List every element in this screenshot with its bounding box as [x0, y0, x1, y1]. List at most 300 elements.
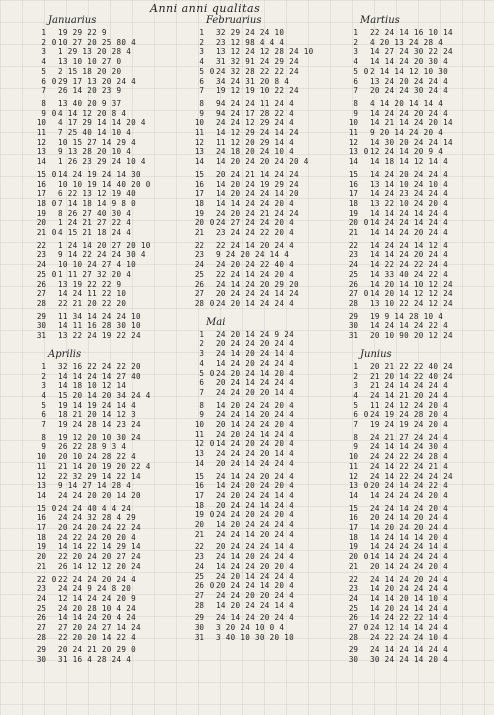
row-values: 24 14 20 24 24 4 — [216, 552, 294, 562]
row-values: 14 24 24 14 12 4 — [370, 240, 448, 250]
table-row — [28, 442, 178, 452]
table-row — [340, 180, 490, 190]
row-values: 24 24 12 29 24 4 — [216, 118, 294, 128]
row-values: 14 24 20 24 20 4 — [216, 439, 294, 449]
day-number: 18 — [36, 198, 46, 208]
table-row — [28, 481, 178, 491]
month-title: Junius — [360, 348, 392, 360]
table-row — [340, 260, 490, 270]
row-values: 32 29 24 24 10 — [216, 28, 285, 37]
table-row — [28, 491, 178, 501]
row-values: 24 24 40 4 4 24 — [58, 503, 132, 513]
day-number: 16 — [36, 513, 46, 523]
table-row — [340, 331, 490, 341]
day-number: 29 — [348, 311, 358, 321]
table-row — [340, 645, 490, 655]
table-row — [186, 472, 336, 482]
table-row — [186, 520, 336, 530]
row-values: 20 24 24 20 24 4 — [216, 339, 294, 349]
table-row — [186, 260, 336, 270]
day-number: 26 — [348, 279, 358, 289]
day-number: 10 — [348, 118, 358, 128]
row-values: 24 20 14 24 24 4 — [216, 298, 294, 308]
table-row — [28, 633, 178, 643]
table-row — [186, 128, 336, 138]
table-row — [186, 209, 336, 219]
day-number: 5 — [199, 368, 204, 378]
day-number: 25 — [348, 603, 358, 613]
day-number: 15 — [36, 169, 46, 179]
row-values: 21 20 14 22 40 24 — [370, 371, 453, 381]
table-row — [28, 372, 178, 382]
day-number: 13 — [36, 481, 46, 491]
day-number: 17 — [348, 523, 358, 533]
day-number: 16 — [348, 513, 358, 523]
table-row — [186, 410, 336, 420]
table-row — [186, 349, 336, 359]
table-row — [28, 77, 178, 87]
table-row — [186, 562, 336, 572]
table-row — [186, 501, 336, 511]
row-values: 2 15 18 20 20 — [58, 66, 122, 76]
day-number: 10 — [36, 118, 46, 128]
table-row — [28, 128, 178, 138]
day-number: 11 — [194, 429, 204, 439]
table-row — [28, 362, 178, 372]
day-number: 9 — [199, 410, 204, 420]
table-row — [28, 623, 178, 633]
day-number: 15 — [348, 169, 358, 179]
row-values: 14 24 24 24 20 4 — [370, 490, 448, 500]
day-number: 30 — [348, 655, 358, 665]
day-number: 11 — [194, 128, 204, 138]
table-row — [186, 138, 336, 148]
table-row — [28, 312, 178, 322]
day-number: 31 — [36, 331, 46, 341]
day-number: 6 — [199, 76, 204, 86]
day-number: 8 — [199, 400, 204, 410]
mark: 0 — [51, 76, 57, 86]
day-number: 18 — [194, 500, 204, 510]
day-number: 23 — [36, 250, 46, 260]
table-row — [340, 655, 490, 665]
month-title: Februarius — [206, 15, 262, 26]
row-values: 14 20 24 19 29 24 — [216, 179, 299, 189]
row-values: 8 26 27 40 30 4 — [58, 208, 132, 218]
table-row — [340, 575, 490, 585]
table-row — [28, 523, 178, 533]
row-values: 9 20 14 24 20 4 — [370, 128, 444, 138]
day-number: 15 — [36, 503, 46, 513]
row-values: 14 24 23 24 24 4 — [370, 189, 448, 199]
mark: 0 — [363, 623, 369, 633]
row-values: 12 14 24 24 20 9 — [58, 593, 136, 603]
table-row — [186, 510, 336, 520]
row-values: 14 14 24 24 24 4 — [370, 552, 448, 562]
day-number: 4 — [41, 390, 46, 400]
table-row — [28, 199, 178, 209]
table-row — [186, 157, 336, 167]
day-number: 28 — [194, 600, 204, 610]
day-number: 24 — [348, 593, 358, 603]
row-values: 24 27 24 24 20 4 — [216, 218, 294, 228]
table-row — [340, 199, 490, 209]
row-values: 13 10 22 24 12 24 — [370, 298, 453, 308]
day-number: 28 — [348, 298, 358, 308]
day-number: 7 — [41, 420, 46, 430]
row-values: 20 24 24 24 14 24 — [216, 289, 299, 299]
day-number: 20 — [36, 218, 46, 228]
day-number: 2 — [199, 339, 204, 349]
table-row — [186, 147, 336, 157]
table-row — [186, 439, 336, 449]
day-number: 16 — [194, 481, 204, 491]
row-values: 14 24 11 22 10 — [58, 289, 127, 299]
day-number: 8 — [199, 98, 204, 108]
day-number: 1 — [199, 329, 204, 339]
row-values: 24 24 14 24 20 4 — [370, 503, 448, 513]
row-values: 4 15 21 18 24 4 — [58, 228, 132, 238]
row-values: 24 14 24 20 24 4 — [370, 574, 448, 584]
row-values: 24 20 14 24 9 24 — [216, 329, 294, 339]
day-number: 5 — [41, 400, 46, 410]
row-values: 14 14 24 14 27 40 — [58, 371, 141, 381]
day-number: 2 — [41, 37, 46, 47]
table-row — [340, 613, 490, 623]
row-values: 24 14 21 20 24 4 — [370, 390, 448, 400]
day-number: 4 — [41, 57, 46, 67]
table-row — [186, 67, 336, 77]
table-row — [28, 147, 178, 157]
table-row — [340, 289, 490, 299]
row-values: 23 12 98 4 4 4 — [216, 37, 285, 47]
day-number: 1 — [41, 28, 46, 37]
day-number: 5 — [41, 66, 46, 76]
mark: 0 — [363, 289, 369, 299]
day-number: 23 — [348, 584, 358, 594]
table-row — [340, 533, 490, 543]
table-row — [340, 241, 490, 251]
row-values: 20 14 24 24 20 4 — [370, 561, 448, 571]
day-number: 21 — [36, 228, 46, 238]
row-values: 14 14 20 14 10 4 — [370, 593, 448, 603]
day-number: 13 — [36, 147, 46, 157]
column-3 — [340, 14, 490, 665]
day-number: 4 — [353, 390, 358, 400]
row-values: 14 30 20 24 24 14 — [370, 137, 453, 147]
day-number: 11 — [36, 128, 46, 138]
table-row — [340, 57, 490, 67]
row-values: 13 40 20 9 37 — [58, 98, 122, 108]
table-row — [28, 241, 178, 251]
table-row — [186, 378, 336, 388]
table-row — [28, 280, 178, 290]
day-number: 30 — [36, 321, 46, 331]
day-number: 31 — [194, 632, 204, 642]
day-number: 23 — [36, 584, 46, 594]
day-number: 22 — [194, 240, 204, 250]
day-number: 20 — [194, 218, 204, 228]
day-number: 19 — [36, 542, 46, 552]
row-values: 4 14 12 20 8 4 — [58, 108, 127, 118]
row-values: 21 14 20 19 20 22 4 — [58, 461, 151, 471]
table-row — [186, 581, 336, 591]
row-values: 19 29 22 9 — [58, 28, 107, 37]
row-values: 14 20 24 24 14 4 — [216, 600, 294, 610]
row-values: 22 24 14 20 24 4 — [216, 240, 294, 250]
table-row — [186, 228, 336, 238]
day-number: 1 — [353, 361, 358, 371]
day-number: 17 — [36, 189, 46, 199]
table-row — [28, 289, 178, 299]
table-row — [340, 86, 490, 96]
day-number: 24 — [194, 561, 204, 571]
row-values: 24 32 28 22 22 24 — [216, 66, 299, 76]
row-values: 20 24 14 24 24 4 — [216, 458, 294, 468]
table-row — [340, 362, 490, 372]
table-row — [28, 542, 178, 552]
table-row — [340, 420, 490, 430]
row-values: 1 26 23 29 24 10 4 — [58, 157, 146, 167]
table-row — [340, 410, 490, 420]
row-values: 14 22 24 22 24 4 — [370, 260, 448, 270]
table-row — [28, 452, 178, 462]
table-row — [28, 209, 178, 219]
row-values: 24 24 20 20 24 4 — [216, 590, 294, 600]
row-values: 20 24 14 20 24 4 — [370, 513, 448, 523]
table-row — [186, 86, 336, 96]
table-row — [28, 260, 178, 270]
row-values: 10 10 24 27 4 10 — [58, 260, 136, 270]
table-row — [340, 118, 490, 128]
day-number: 30 — [194, 623, 204, 633]
table-row — [340, 228, 490, 238]
row-values: 9 14 22 24 24 30 4 — [58, 250, 146, 260]
table-row — [186, 118, 336, 128]
mark: 0 — [51, 228, 57, 238]
day-number: 3 — [353, 381, 358, 391]
day-number: 22 — [36, 574, 46, 584]
table-row — [28, 472, 178, 482]
day-number: 26 — [194, 581, 204, 591]
day-number: 26 — [194, 279, 204, 289]
row-values: 24 14 14 24 30 4 — [370, 442, 448, 452]
day-number: 19 — [194, 510, 204, 520]
row-values: 24 22 24 20 20 4 — [58, 532, 136, 542]
row-values: 19 24 19 24 20 4 — [370, 420, 448, 430]
table-row — [340, 442, 490, 452]
day-number: 2 — [353, 371, 358, 381]
day-number: 17 — [194, 189, 204, 199]
row-values: 22 20 24 20 27 24 — [58, 552, 141, 562]
row-values: 24 24 14 20 24 4 — [216, 410, 294, 420]
row-values: 24 20 28 10 4 24 — [58, 603, 136, 613]
day-number: 12 — [348, 137, 358, 147]
row-values: 20 21 22 22 40 24 — [370, 361, 453, 371]
row-values: 14 18 10 12 14 — [58, 381, 127, 391]
day-number: 18 — [194, 198, 204, 208]
mark: 0 — [51, 108, 57, 118]
row-values: 14 20 24 20 24 4 — [370, 523, 448, 533]
day-number: 9 — [199, 108, 204, 118]
row-values: 4 20 13 24 28 4 — [370, 37, 444, 47]
day-number: 27 — [36, 623, 46, 633]
table-row — [340, 38, 490, 48]
table-row — [28, 613, 178, 623]
table-row — [340, 321, 490, 331]
row-values: 1 24 14 20 27 20 10 — [58, 240, 151, 250]
table-row — [28, 86, 178, 96]
row-values: 24 20 24 24 14 4 — [216, 490, 294, 500]
table-row — [186, 401, 336, 411]
row-values: 22 24 24 20 24 4 — [58, 574, 136, 584]
row-values: 24 24 14 20 24 4 — [216, 529, 294, 539]
row-values: 9 14 27 14 28 4 — [58, 481, 132, 491]
mark: 0 — [51, 269, 57, 279]
row-values: 19 12 19 10 22 24 — [216, 86, 299, 96]
row-values: 20 10 90 20 12 24 — [370, 331, 453, 341]
day-number: 6 — [353, 410, 358, 420]
row-values: 31 32 91 24 29 24 — [216, 57, 299, 67]
row-values: 13 24 20 24 24 4 — [370, 76, 448, 86]
table-row — [28, 655, 178, 665]
day-number: 27 — [194, 289, 204, 299]
row-values: 14 27 24 30 22 24 — [370, 47, 453, 57]
table-row — [186, 299, 336, 309]
table-row — [340, 594, 490, 604]
row-values: 10 10 19 14 40 20 0 — [58, 179, 151, 189]
day-number: 27 — [348, 289, 358, 299]
day-number: 14 — [194, 458, 204, 468]
day-number: 4 — [199, 358, 204, 368]
day-number: 14 — [36, 490, 46, 500]
day-number: 13 — [194, 147, 204, 157]
row-values: 31 16 4 28 24 4 — [58, 655, 132, 665]
row-values: 14 24 24 24 14 4 — [370, 542, 448, 552]
day-number: 24 — [36, 593, 46, 603]
day-number: 26 — [36, 279, 46, 289]
table-row — [340, 542, 490, 552]
row-values: 14 14 24 20 24 4 — [370, 250, 448, 260]
row-values: 24 20 14 24 24 4 — [216, 571, 294, 581]
day-number: 11 — [348, 461, 358, 471]
row-values: 14 14 24 20 24 4 — [370, 228, 448, 238]
row-values: 22 21 20 22 20 — [58, 298, 127, 308]
row-values: 32 16 22 24 22 20 — [58, 361, 141, 371]
day-number: 30 — [348, 321, 358, 331]
mark: 0 — [209, 218, 215, 228]
day-number: 19 — [36, 208, 46, 218]
day-number: 21 — [194, 228, 204, 238]
row-values: 14 24 22 22 14 4 — [370, 613, 448, 623]
day-number: 24 — [194, 260, 204, 270]
day-number: 25 — [194, 269, 204, 279]
table-row — [340, 623, 490, 633]
day-number: 14 — [348, 490, 358, 500]
row-values: 11 12 20 29 14 4 — [216, 137, 294, 147]
table-row — [186, 369, 336, 379]
day-number: 23 — [194, 552, 204, 562]
row-values: 1 24 21 27 22 4 — [58, 218, 132, 228]
day-number: 3 — [199, 349, 204, 359]
table-row — [186, 99, 336, 109]
day-number: 20 — [348, 218, 358, 228]
mark: 0 — [51, 574, 57, 584]
table-row — [28, 552, 178, 562]
day-number: 17 — [36, 523, 46, 533]
table-row — [340, 462, 490, 472]
table-row — [340, 99, 490, 109]
table-row — [28, 157, 178, 167]
table-row — [28, 47, 178, 57]
row-values: 14 24 24 20 24 4 — [370, 108, 448, 118]
table-row — [186, 280, 336, 290]
table-row — [28, 401, 178, 411]
table-row — [186, 459, 336, 469]
day-number: 8 — [41, 98, 46, 108]
row-values: 11 34 14 24 24 10 — [58, 311, 141, 321]
table-row — [340, 452, 490, 462]
table-row — [186, 552, 336, 562]
day-number: 29 — [36, 311, 46, 321]
mark: 0 — [209, 510, 215, 520]
day-number: 9 — [353, 442, 358, 452]
table-row — [28, 331, 178, 341]
day-number: 10 — [194, 118, 204, 128]
day-number: 3 — [199, 47, 204, 57]
day-number: 25 — [36, 269, 46, 279]
row-values: 14 14 24 20 4 24 — [58, 613, 136, 623]
row-values: 24 19 24 28 20 4 — [370, 410, 448, 420]
table-row — [28, 594, 178, 604]
table-row — [340, 381, 490, 391]
day-number: 29 — [194, 613, 204, 623]
row-values: 19 24 28 14 23 24 — [58, 420, 141, 430]
table-row — [186, 542, 336, 552]
table-row — [28, 218, 178, 228]
day-number: 16 — [348, 179, 358, 189]
day-number: 19 — [348, 208, 358, 218]
table-row — [340, 504, 490, 514]
row-values: 14 24 24 20 20 4 — [216, 561, 294, 571]
row-values: 14 11 16 28 30 10 — [58, 321, 141, 331]
row-values: 24 24 20 20 14 4 — [216, 387, 294, 397]
table-row — [28, 562, 178, 572]
day-number: 14 — [348, 157, 358, 167]
row-values: 26 22 28 9 3 4 — [58, 442, 127, 452]
table-row — [186, 601, 336, 611]
column-1 — [28, 14, 178, 665]
row-values: 22 20 20 14 22 4 — [58, 632, 136, 642]
day-number: 19 — [194, 208, 204, 218]
row-values: 14 20 24 20 24 20 4 — [216, 157, 309, 167]
row-values: 7 25 40 14 10 4 — [58, 128, 132, 138]
day-number: 8 — [353, 98, 358, 108]
day-number: 17 — [348, 189, 358, 199]
day-number: 18 — [348, 532, 358, 542]
day-number: 7 — [41, 86, 46, 96]
day-number: 9 — [41, 442, 46, 452]
day-number: 18 — [348, 198, 358, 208]
table-row — [28, 299, 178, 309]
table-row — [186, 270, 336, 280]
row-values: 21 24 14 24 24 4 — [370, 381, 448, 391]
table-row — [186, 57, 336, 67]
table-row — [28, 170, 178, 180]
mark: 0 — [363, 218, 369, 228]
day-number: 21 — [348, 228, 358, 238]
day-number: 25 — [194, 571, 204, 581]
